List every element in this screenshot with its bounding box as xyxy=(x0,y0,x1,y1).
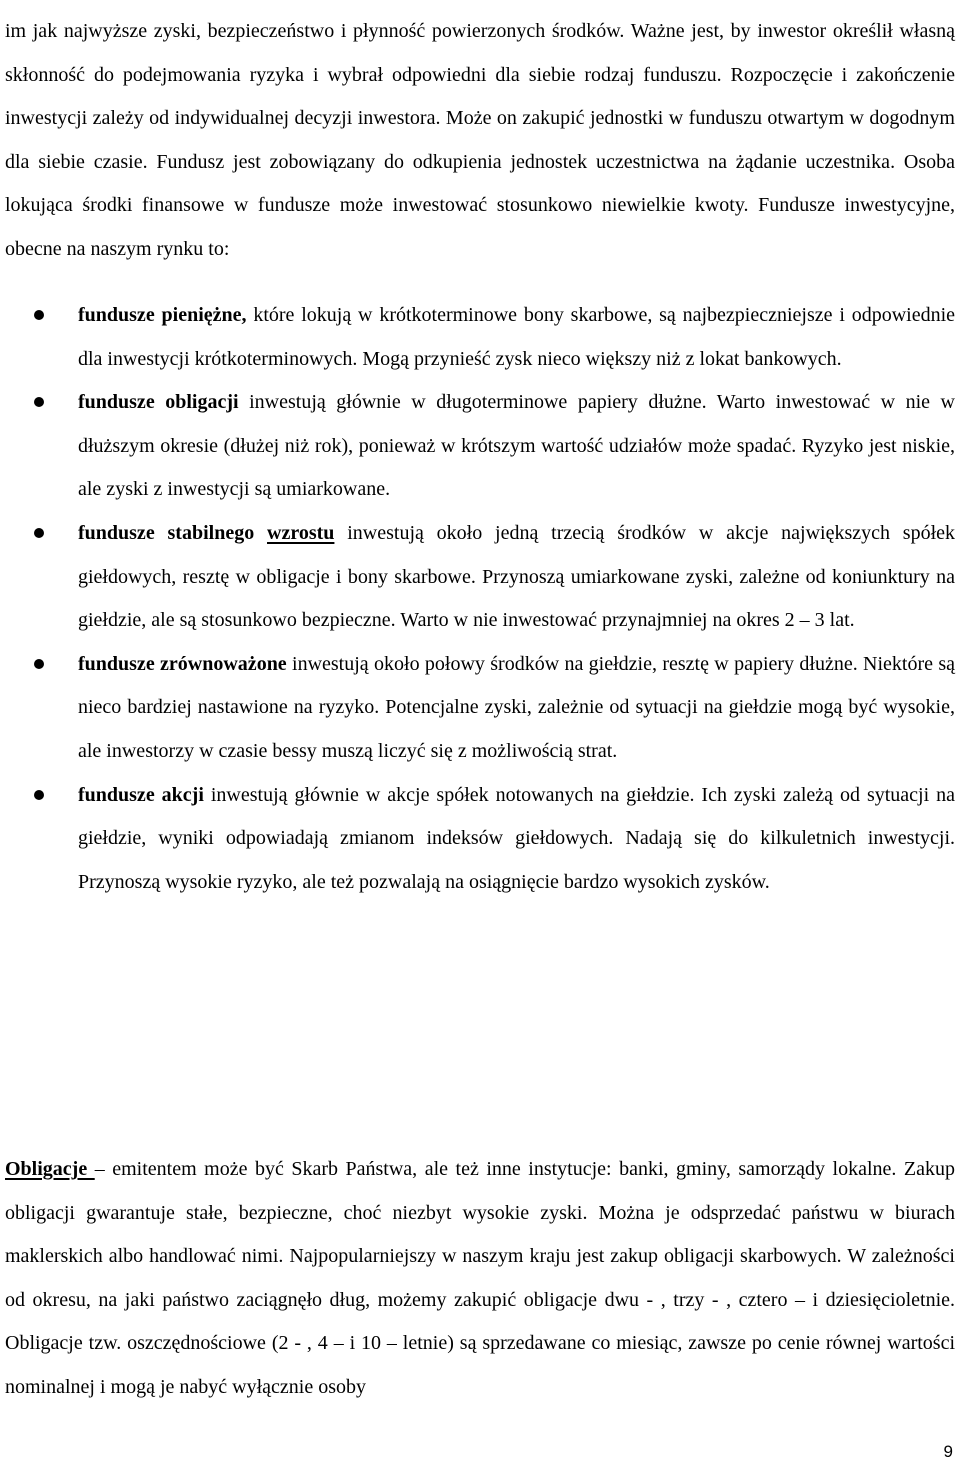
fund-term: fundusze stabilnego wzrostu xyxy=(78,521,335,544)
fund-description: inwestują głównie w długoterminowe papiery dłużne. Warto inwestować w nie w dłuższym okresie (dłużej niż rok), ponieważ w krótszym wartość udziałów może spadać. Ryzyko jest niskie, ale zyski z inwestycji są umiarkowane. xyxy=(78,391,955,501)
fund-description: inwestują około połowy środków na giełdzie, resztę w papiery dłużne. Niektóre są nieco bardziej nastawione na ryzyko. Potencjalne zyski, zależnie od sytuacji na giełdzie mogą być wysokie, ale inwestorzy w czasie bessy muszą liczyć się z możliwością strat. xyxy=(78,652,955,762)
list-item-money-market-funds xyxy=(0,294,955,381)
bullet-icon xyxy=(34,790,44,800)
fund-types-list xyxy=(0,294,955,904)
page-number: 9 xyxy=(943,1442,953,1461)
fund-term: fundusze obligacji xyxy=(78,391,239,414)
bonds-text: – emitentem może być Skarb Państwa, ale też inne instytucje: banki, gminy, samorządy lokalne. Zakup obligacji gwarantuje stałe, bezpieczne, choć niezbyt wysokie zyski. Można je odsprzedać państwu w biurach maklerskich albo handlować nimi. Najpopularniejszy w naszym kraju jest zakup obligacji skarbowych. W zależności od okresu, na jaki państwo zaciągnęło dług, możemy zakupić obligacje dwu - , trzy - , cztero – i dziesięcioletnie. Obligacje tzw. oszczędnościowe (2 - , 4 – i 10 – letnie) są sprzedawane co miesiąc, zawsze po cenie równej wartości nominalnej i mogą je nabyć wyłącznie osoby xyxy=(5,1158,955,1398)
fund-term: fundusze akcji xyxy=(78,783,204,806)
bullet-icon xyxy=(34,310,44,320)
bonds-paragraph xyxy=(5,1148,955,1410)
fund-description: inwestują około jedną trzecią środków w akcje największych spółek giełdowych, resztę w obligacje i bony skarbowe. Przynoszą umiarkowane zyski, zależne od koniunktury na giełdzie, ale są stosunkowo bezpieczne. Warto w nie inwestować przynajmniej na okres 2 – 3 lat. xyxy=(78,521,956,632)
fund-description: inwestują głównie w akcje spółek notowanych na giełdzie. Ich zyski zależą od sytuacji na giełdzie, wyniki odpowiadają zmianom indeksów giełdowych. Nadają się do kilkuletnich inwestycji. Przynoszą wysokie ryzyko, ale też pozwalają na osiągnięcie bardzo wysokich zysków. xyxy=(78,783,955,893)
fund-term: fundusze zrównoważone xyxy=(78,652,287,675)
list-item-stable-growth-funds xyxy=(0,512,955,643)
fund-term: fundusze pieniężne, xyxy=(78,304,247,326)
intro-paragraph: im jak najwyższe zyski, bezpieczeństwo i płynność powierzonych środków. Ważne jest, by inwestor określił własną skłonność do podejmowania ryzyka i wybrał odpowiedni dla siebie rodzaj funduszu. Rozpoczęcie i zakończenie inwestycji zależy od indywidualnej decyzji inwestora. Może on zakupić jednostki w funduszu otwartym w dogodnym dla siebie czasie. Fundusz jest zobowiązany do odkupienia jednostek uczestnictwa na żądanie uczestnika. Osoba lokująca środki finansowe w fundusze może inwestować stosunkowo niewielkie kwoty. Fundusze inwestycyjne, obecne na naszym rynku to: xyxy=(5,20,955,260)
bullet-icon xyxy=(34,659,44,669)
list-item-equity-funds xyxy=(0,774,955,905)
bullet-icon xyxy=(34,528,44,538)
list-item-balanced-funds xyxy=(0,643,955,774)
bullet-icon xyxy=(34,397,44,407)
bonds-heading: Obligacje xyxy=(5,1158,95,1180)
fund-term-underlined: wzrostu xyxy=(267,521,335,544)
list-item-bond-funds xyxy=(0,381,955,512)
fund-description: które lokują w krótkoterminowe bony skarbowe, są najbezpieczniejsze i odpowiednie dla inwestycji krótkoterminowych. Mogą przynieść zysk nieco większy niż z lokat bankowych. xyxy=(78,304,956,370)
